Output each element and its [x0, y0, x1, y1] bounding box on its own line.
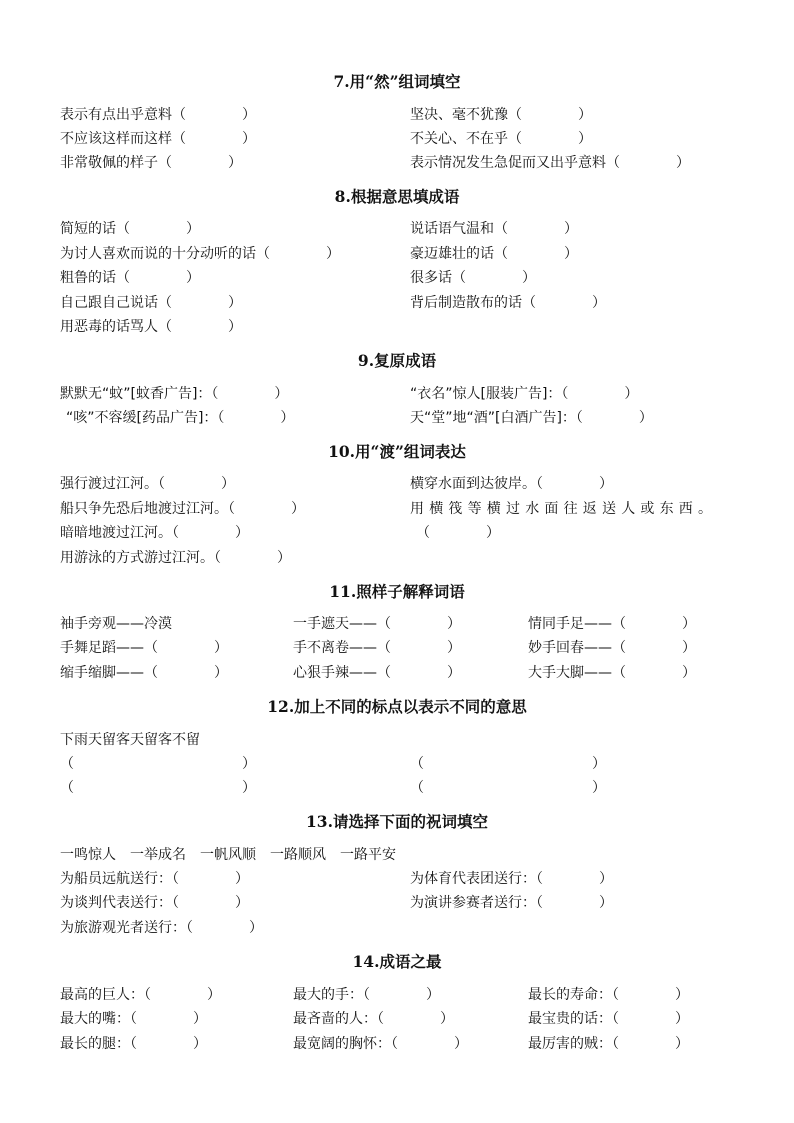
s13-item: 为演讲参赛者送行：（ ）	[410, 895, 613, 911]
s9-item: “咳”不容缓[药品广告]：（ ）	[66, 410, 295, 426]
s14-item: 最长的寿命：（ ）	[528, 987, 689, 1003]
s14-item: 最厉害的贼：（ ）	[528, 1036, 689, 1052]
section-7-title: 7.用“然”组词填空	[333, 72, 461, 91]
s10-item: 暗暗地渡过江河。（ ）	[60, 525, 249, 541]
s11-item: 一手遮天——（ ）	[293, 616, 461, 632]
s7-item: 非常敬佩的样子（ ）	[60, 155, 242, 171]
s12-blank: （ ）	[60, 780, 256, 796]
s14-item: 最宝贵的话：（ ）	[528, 1011, 689, 1027]
section-13-title: 13.请选择下面的祝词填空	[306, 812, 488, 831]
s7-item: 不应该这样而这样（ ）	[60, 131, 256, 147]
s11-item: 情同手足——（ ）	[528, 616, 696, 632]
s13-item: 为谈判代表送行：（ ）	[60, 895, 249, 911]
s11-item: 妙手回春——（ ）	[528, 640, 696, 656]
s13-item: 为旅游观光者送行：（ ）	[60, 920, 263, 936]
s11-item: 缩手缩脚——（ ）	[60, 665, 228, 681]
s8-item: 说话语气温和（ ）	[410, 221, 578, 237]
s10-item: 横穿水面到达彼岸。（ ）	[410, 476, 613, 492]
s13-item: 为船员远航送行：（ ）	[60, 871, 249, 887]
s8-item: 很多话（ ）	[410, 270, 536, 286]
s10-item: （ ）	[416, 525, 500, 541]
s8-item: 豪迈雄壮的话（ ）	[410, 246, 578, 262]
section-8-title: 8.根据意思填成语	[334, 187, 460, 206]
s14-item: 最长的腿：（ ）	[60, 1036, 207, 1052]
s9-item: “衣名”惊人[服装广告]：（ ）	[410, 386, 639, 402]
s12-blank: （ ）	[60, 756, 256, 772]
s14-item: 最大的手：（ ）	[293, 987, 440, 1003]
section-14-title: 14.成语之最	[352, 952, 442, 971]
s7-item: 坚决、毫不犹豫（ ）	[410, 107, 592, 123]
s7-item: 不关心、不在乎（ ）	[410, 131, 592, 147]
s14-item: 最高的巨人：（ ）	[60, 987, 221, 1003]
s14-item: 最吝啬的人：（ ）	[293, 1011, 454, 1027]
s9-item: 天“堂”地“酒”[白酒广告]：（ ）	[410, 410, 653, 426]
s13-options: 一鸣惊人 一举成名 一帆风顺 一路顺风 一路平安	[60, 847, 396, 863]
s8-item: 背后制造散布的话（ ）	[410, 295, 606, 311]
s9-item: 默默无“蚊”[蚊香广告]：（ ）	[60, 386, 289, 402]
s10-item: 用游泳的方式游过江河。（ ）	[60, 550, 291, 566]
s14-item: 最大的嘴：（ ）	[60, 1011, 207, 1027]
s11-item: 手舞足蹈——（ ）	[60, 640, 228, 656]
s8-item: 简短的话（ ）	[60, 221, 200, 237]
section-9-title: 9.复原成语	[357, 351, 437, 370]
s13-item: 为体育代表团送行：（ ）	[410, 871, 613, 887]
s12-sentence: 下雨天留客天留客不留	[60, 732, 200, 748]
s11-item: 手不离卷——（ ）	[293, 640, 461, 656]
s8-item: 用恶毒的话骂人（ ）	[60, 319, 242, 335]
s10-item: 船只争先恐后地渡过江河。（ ）	[60, 501, 305, 517]
s12-blank: （ ）	[410, 756, 606, 772]
s7-item: 表示情况发生急促而又出乎意料（ ）	[410, 155, 690, 171]
s8-item: 粗鲁的话（ ）	[60, 270, 200, 286]
s12-blank: （ ）	[410, 780, 606, 796]
section-10-title: 10.用“渡”组词表达	[328, 442, 466, 461]
section-11-title: 11.照样子解释词语	[329, 582, 465, 601]
s8-item: 自己跟自己说话（ ）	[60, 295, 242, 311]
s7-item: 表示有点出乎意料（ ）	[60, 107, 256, 123]
s10-item: 用横筏等横过水面往返送人或东西。	[410, 501, 718, 517]
s11-item: 袖手旁观——冷漠	[60, 616, 172, 632]
s10-item: 强行渡过江河。（ ）	[60, 476, 235, 492]
section-12-title: 12.加上不同的标点以表示不同的意思	[267, 697, 527, 716]
s11-item: 心狠手辣——（ ）	[293, 665, 461, 681]
s14-item: 最宽阔的胸怀：（ ）	[293, 1036, 468, 1052]
s8-item: 为讨人喜欢而说的十分动听的话（ ）	[60, 246, 340, 262]
s11-item: 大手大脚——（ ）	[528, 665, 696, 681]
